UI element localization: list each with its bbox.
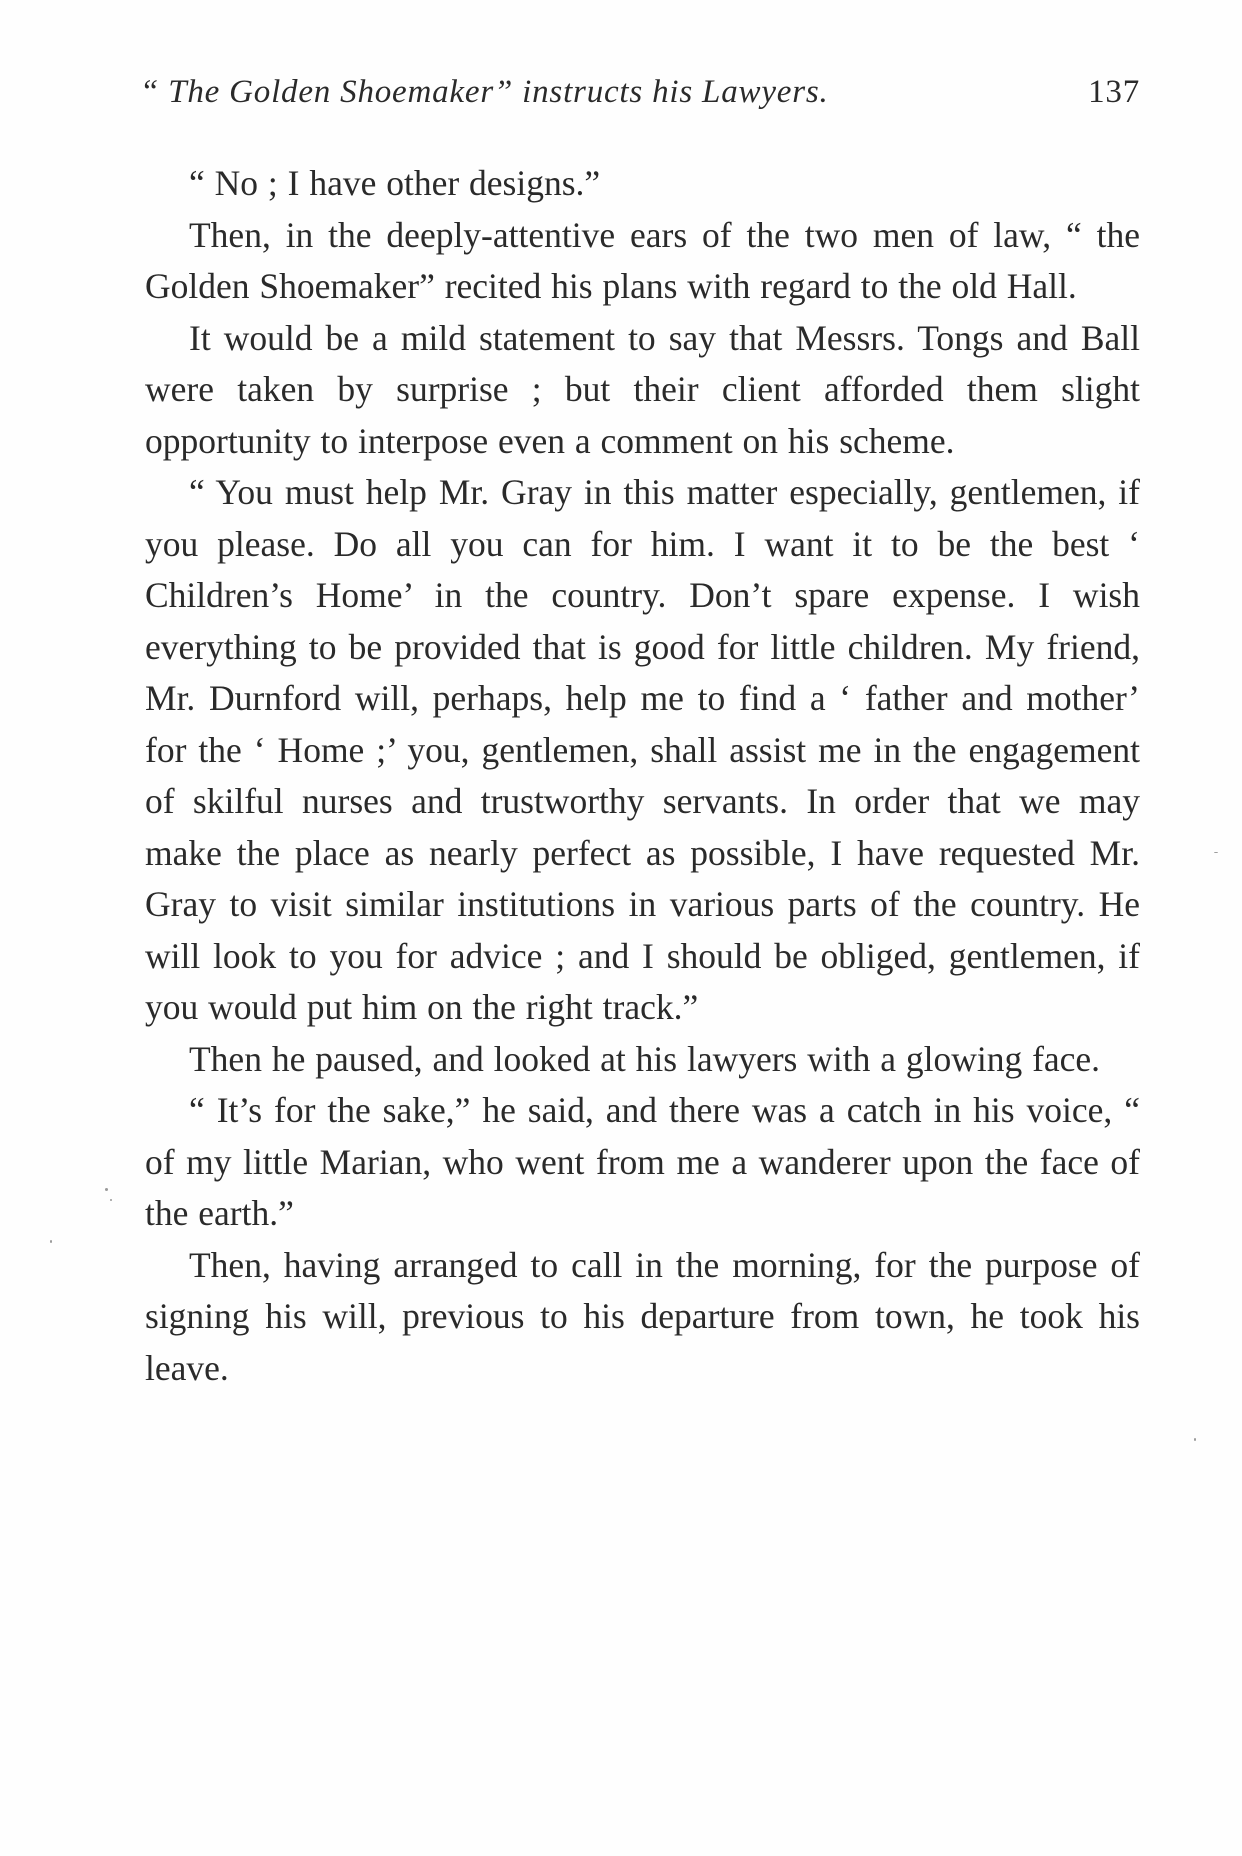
running-head-title: “ The Golden Shoemaker” instructs his Lawyers. bbox=[140, 74, 829, 110]
paragraph: It would be a mild statement to say that Messrs. Tongs and Ball were taken by surprise ; but their client afforded them slight opportunity to interpose even a comment on his scheme. bbox=[145, 317, 1140, 461]
page-number: 137 bbox=[1088, 74, 1140, 110]
paragraph: “ No ; I have other designs.” bbox=[189, 163, 601, 203]
scan-speck bbox=[50, 1240, 52, 1243]
paragraph: “ It’s for the sake,” he said, and there was a catch in his voice, “ of my little Marian, who went from me a wanderer upon the face of the earth.” bbox=[145, 1090, 1140, 1233]
scan-speck bbox=[1214, 852, 1218, 853]
scan-speck bbox=[1194, 1438, 1196, 1441]
scan-speck bbox=[105, 1188, 108, 1191]
scan-speck bbox=[110, 1199, 112, 1201]
paragraph: Then, in the deeply-attentive ears of the two men of law, “ the Golden Shoemaker” recited his plans with regard to the old Hall. bbox=[145, 214, 1140, 306]
paragraph: “ You must help Mr. Gray in this matter especially, gentlemen, if you please. Do all you can for him. I want it to be the best ‘ Children’s Home’ in the country. Don’t spare expense. I wish everything to be provided that is good for little children. My friend, Mr. Durnford will, perhaps, help me to find a ‘ father and mother’ for the ‘ Home ;’ you, gentlemen, shall assist me in the engagement of skilful nurses and trustworthy servants. In order that we may make the place as nearly perfect as possible, I have requested Mr. Gray to visit similar institutions in various parts of the country. He will look to you for advice ; and I should be obliged, gentlemen, if you would put him on the right track.” bbox=[145, 472, 1140, 1027]
paragraph: Then, having arranged to call in the morning, for the purpose of signing his will, previous to his departure from town, he took his leave. bbox=[145, 1244, 1140, 1388]
running-head bbox=[140, 74, 1140, 124]
body-text bbox=[145, 158, 1140, 1394]
paragraph: Then he paused, and looked at his lawyers with a glowing face. bbox=[189, 1038, 1101, 1079]
